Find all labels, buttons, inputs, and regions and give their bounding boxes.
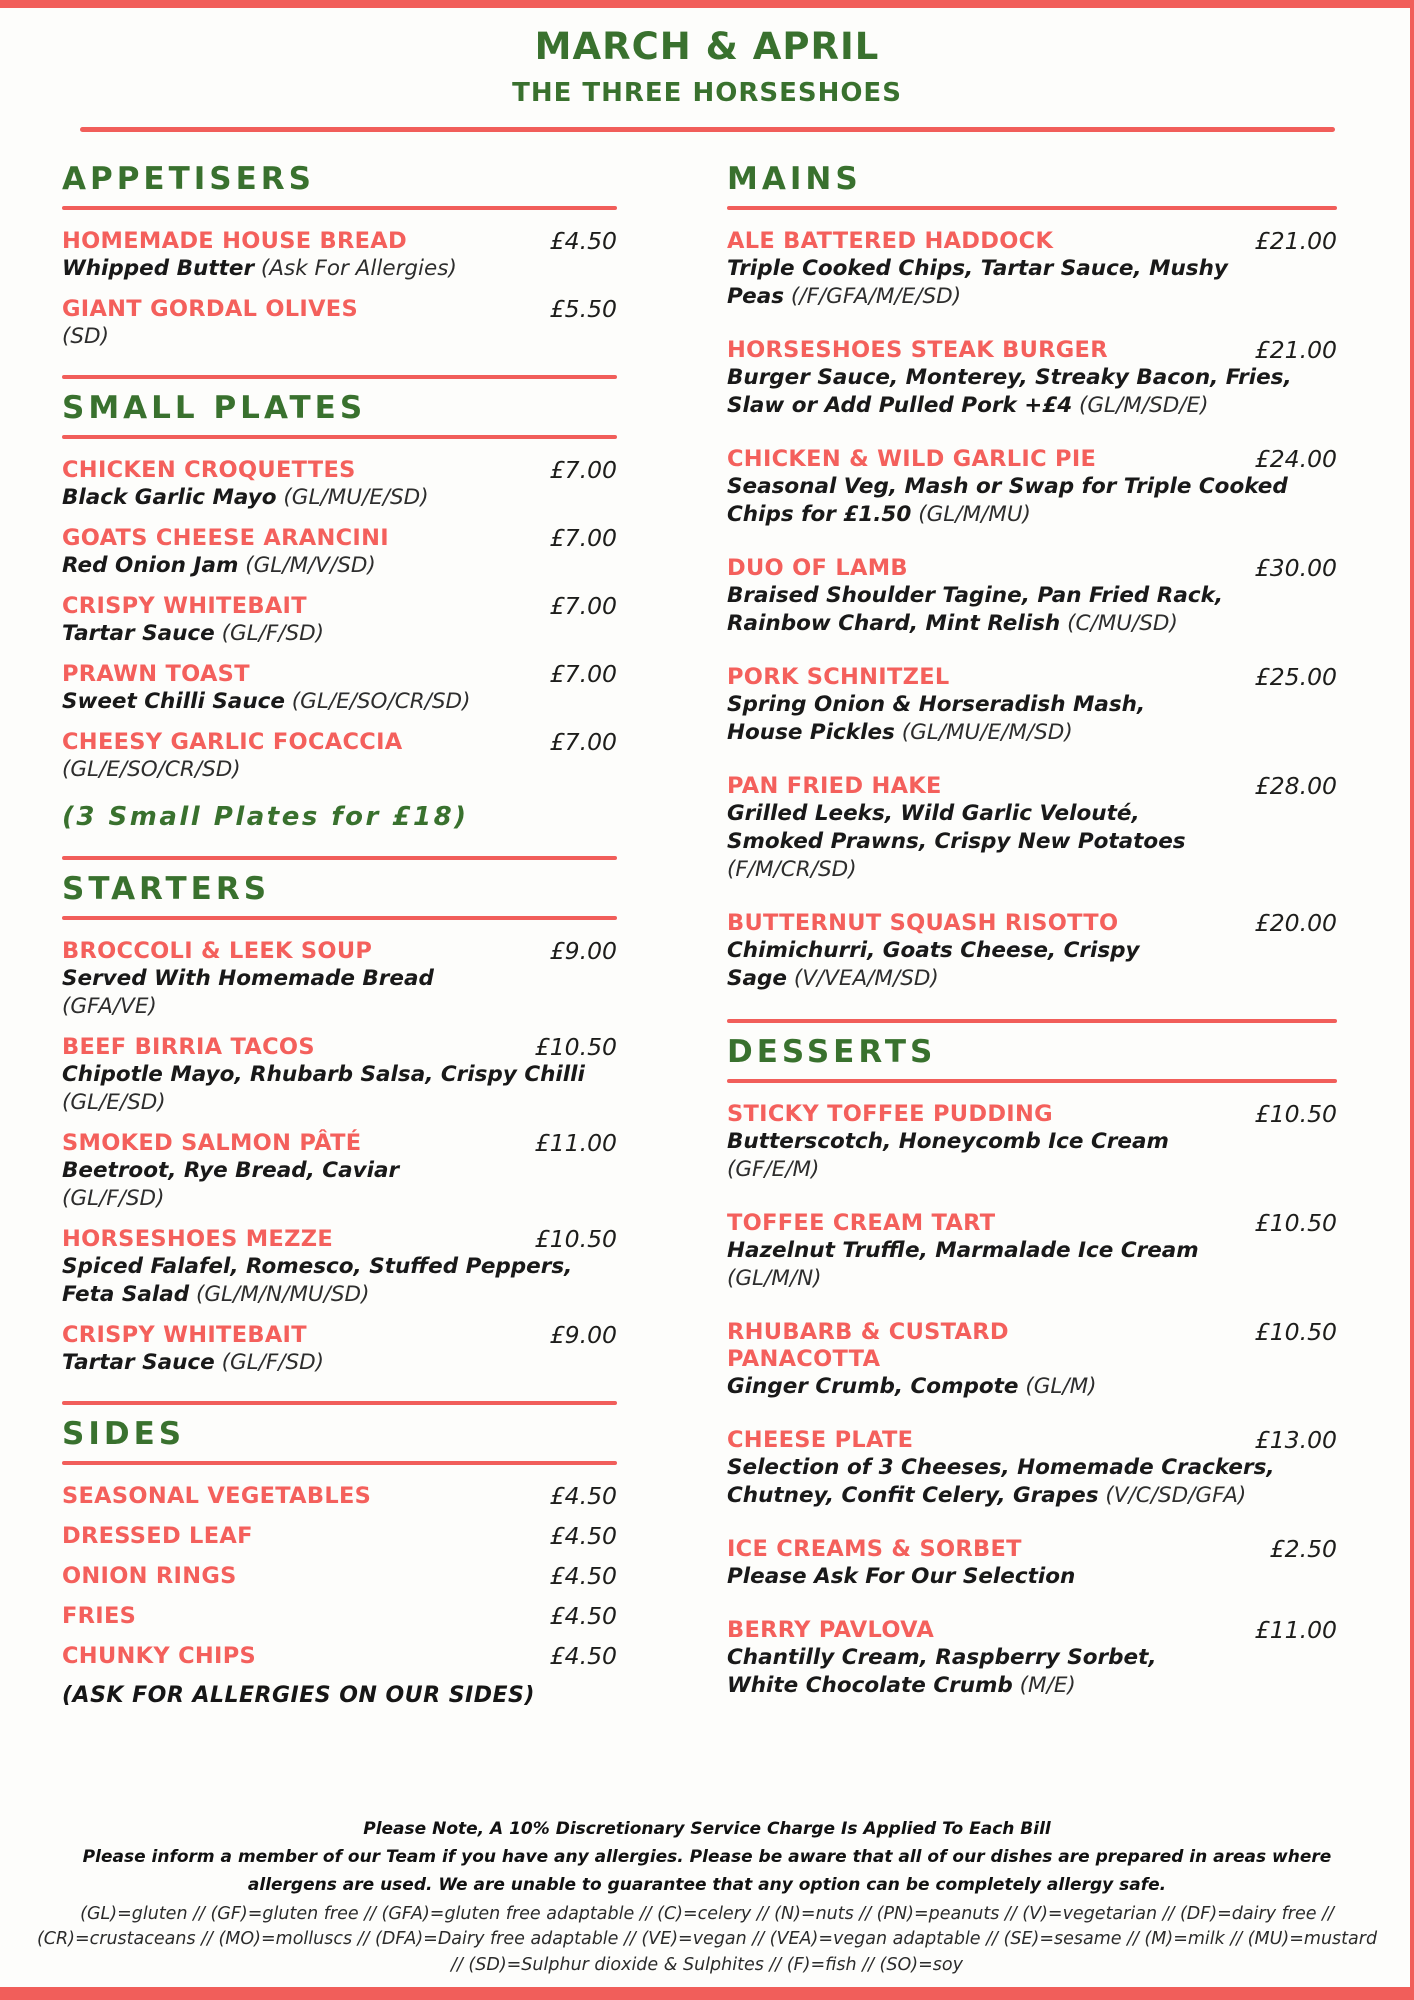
item-description-text: Slaw or Add Pulled Pork +£4 bbox=[727, 393, 1073, 419]
menu-item bbox=[727, 1427, 1337, 1510]
item-price: £10.50 bbox=[1254, 1318, 1337, 1347]
item-name: GOATS CHEESE ARANCINI bbox=[62, 525, 389, 552]
allergen-codes: (GL/M/N/MU/SD) bbox=[195, 1282, 370, 1308]
item-description bbox=[727, 828, 1337, 856]
menu-item bbox=[62, 1643, 617, 1670]
item-name: GIANT GORDAL OLIVES bbox=[62, 296, 358, 323]
item-description-text: Spiced Falafel, Romesco, Stuffed Peppers, bbox=[62, 1254, 573, 1280]
item-description-text: Chipotle Mayo, Rhubarb Salsa, Crispy Chilli bbox=[62, 1062, 585, 1088]
item-name: CHEESE PLATE bbox=[727, 1427, 914, 1454]
item-price: £10.50 bbox=[1254, 1209, 1337, 1238]
menu-item bbox=[62, 593, 617, 648]
section-rule bbox=[62, 435, 617, 439]
item-description bbox=[727, 719, 1337, 747]
item-price: £4.50 bbox=[549, 1482, 617, 1511]
item-name: RHUBARB & CUSTARD PANACOTTA bbox=[727, 1319, 1009, 1373]
allergen-key: (GL)=gluten // (GF)=gluten free // (GFA)=gluten free adaptable // (C)=celery // (N)=nuts // (PN)=peanuts // (V)=vegetarian // (DF)=dairy free // (CR)=crustaceans // (MO)=molluscs // (DFA)=Dairy free adaptable // (VE)=vegan // (VEA)=vegan adaptable // (SE)=sesame // (M)=milk // (MU)=mustard // (SD)=Sulphur dioxide & Sulphites // (F)=fish // (SO)=soy bbox=[36, 1903, 1378, 1975]
item-description-text: Red Onion Jam bbox=[62, 553, 239, 579]
service-charge-note: Please Note, A 10% Discretionary Service Charge Is Applied To Each Bill bbox=[363, 1818, 1051, 1839]
menu-item bbox=[727, 1536, 1337, 1591]
allergen-codes: (GL/MU/E/SD) bbox=[283, 485, 429, 511]
menu-item bbox=[62, 1226, 617, 1309]
item-price: £28.00 bbox=[1254, 772, 1337, 801]
item-description-text: Whipped Butter bbox=[62, 256, 255, 282]
menu-item bbox=[727, 1617, 1337, 1700]
item-description bbox=[62, 620, 617, 648]
item-description bbox=[62, 1253, 617, 1281]
item-header bbox=[727, 1617, 1337, 1644]
item-description-text: Chutney, Confit Celery, Grapes bbox=[727, 1483, 1099, 1509]
menu-item bbox=[727, 337, 1337, 420]
allergen-codes: (Ask For Allergies) bbox=[260, 256, 457, 282]
item-price: £13.00 bbox=[1254, 1426, 1337, 1455]
section-rule bbox=[62, 916, 617, 920]
item-header bbox=[727, 555, 1337, 582]
item-description bbox=[727, 1373, 1337, 1401]
item-description-text: Selection of 3 Cheeses, Homemade Crackers, bbox=[727, 1455, 1275, 1481]
item-description bbox=[62, 993, 617, 1021]
item-description-text: Chantilly Cream, Raspberry Sorbet, bbox=[727, 1645, 1157, 1671]
menu-columns bbox=[0, 132, 1414, 1726]
section-title: STARTERS bbox=[62, 871, 271, 908]
menu-section bbox=[62, 162, 617, 351]
item-price: £20.00 bbox=[1254, 909, 1337, 938]
item-header bbox=[62, 593, 617, 620]
item-price: £10.50 bbox=[534, 1225, 617, 1254]
allergen-codes: (GL/E/SO/CR/SD) bbox=[62, 757, 241, 783]
allergen-codes: (/F/GFA/M/E/SD) bbox=[790, 284, 962, 310]
item-name: CHICKEN & WILD GARLIC PIE bbox=[727, 446, 1097, 473]
allergen-codes: (GL/M/V/SD) bbox=[245, 553, 376, 579]
item-description bbox=[62, 484, 617, 512]
item-price: £30.00 bbox=[1254, 554, 1337, 583]
item-description-text: Braised Shoulder Tagine, Pan Fried Rack, bbox=[727, 583, 1224, 609]
allergen-codes: (GL/M/MU) bbox=[918, 502, 1031, 528]
item-description-text: Served With Homemade Bread bbox=[62, 966, 434, 992]
item-name: PORK SCHNITZEL bbox=[727, 664, 950, 691]
item-description-text: Beetroot, Rye Bread, Caviar bbox=[62, 1158, 400, 1184]
top-border-bar bbox=[0, 0, 1414, 8]
item-description bbox=[727, 856, 1337, 884]
menu-item bbox=[62, 1603, 617, 1630]
item-header bbox=[62, 228, 617, 255]
allergen-codes: (V/VEA/M/SD) bbox=[793, 966, 939, 992]
item-description-text: Chimichurri, Goats Cheese, Crispy bbox=[727, 938, 1140, 964]
item-description bbox=[727, 1563, 1337, 1591]
item-name: BERRY PAVLOVA bbox=[727, 1617, 935, 1644]
item-price: £2.50 bbox=[1269, 1535, 1337, 1564]
menu-item bbox=[62, 457, 617, 512]
item-description-text: Ginger Crumb, Compote bbox=[727, 1374, 1019, 1400]
item-header bbox=[62, 938, 617, 965]
item-price: £5.50 bbox=[549, 295, 617, 324]
item-price: £21.00 bbox=[1254, 336, 1337, 365]
item-name: ONION RINGS bbox=[62, 1563, 237, 1590]
menu-item bbox=[727, 910, 1337, 993]
item-description-text: Tartar Sauce bbox=[62, 621, 215, 647]
item-description-text: Sweet Chilli Sauce bbox=[62, 689, 285, 715]
menu-item bbox=[727, 664, 1337, 747]
item-description bbox=[62, 323, 617, 351]
section-title: MAINS bbox=[727, 161, 862, 198]
allergy-note: Please inform a member of our Team if you have any allergies. Please be aware that all of our dishes are prepared in areas where allergens are used. We are unable to guarantee that any option can be completely allergy safe. bbox=[82, 1846, 1332, 1895]
item-header bbox=[62, 1226, 617, 1253]
menu-item bbox=[62, 661, 617, 716]
item-description bbox=[62, 255, 617, 283]
menu-item bbox=[727, 446, 1337, 529]
item-description-text: Tartar Sauce bbox=[62, 1350, 215, 1376]
item-description bbox=[727, 965, 1337, 993]
item-price: £4.50 bbox=[549, 1642, 617, 1671]
item-header bbox=[727, 1101, 1337, 1128]
item-name: DRESSED LEAF bbox=[62, 1523, 253, 1550]
item-description bbox=[727, 255, 1337, 283]
item-description bbox=[62, 1349, 617, 1377]
allergen-codes: (GF/E/M) bbox=[727, 1157, 820, 1183]
menu-footer bbox=[0, 1815, 1414, 1978]
allergen-codes: (M/E) bbox=[1019, 1673, 1076, 1699]
combo-offer-note: (3 Small Plates for £18) bbox=[62, 802, 469, 833]
item-price: £4.50 bbox=[549, 1522, 617, 1551]
menu-item bbox=[62, 296, 617, 351]
item-description bbox=[62, 1157, 617, 1185]
menu-item bbox=[62, 1523, 617, 1550]
item-description bbox=[727, 1644, 1337, 1672]
section-rule bbox=[727, 1079, 1337, 1083]
item-header bbox=[62, 1563, 617, 1590]
allergen-codes: (GL/E/SD) bbox=[62, 1090, 166, 1116]
allergen-codes: (C/MU/SD) bbox=[1067, 611, 1178, 637]
item-price: £4.50 bbox=[549, 1602, 617, 1631]
item-description bbox=[62, 552, 617, 580]
menu-section bbox=[62, 375, 617, 832]
allergen-codes: (GL/E/SO/CR/SD) bbox=[291, 689, 471, 715]
item-price: £25.00 bbox=[1254, 663, 1337, 692]
page-title: MARCH & APRIL bbox=[534, 25, 880, 68]
menu-item bbox=[727, 1319, 1337, 1401]
item-description-text: Seasonal Veg, Mash or Swap for Triple Cooked bbox=[727, 474, 1288, 500]
item-name: TOFFEE CREAM TART bbox=[727, 1210, 996, 1237]
item-price: £9.00 bbox=[549, 1321, 617, 1350]
restaurant-name: THE THREE HORSESHOES bbox=[512, 77, 902, 108]
item-header bbox=[62, 1322, 617, 1349]
menu-item bbox=[62, 228, 617, 283]
item-description bbox=[62, 1281, 617, 1309]
item-description bbox=[727, 1156, 1337, 1184]
item-name: ICE CREAMS & SORBET bbox=[727, 1536, 1022, 1563]
item-description-text: Rainbow Chard, Mint Relish bbox=[727, 611, 1061, 637]
section-rule bbox=[727, 1019, 1337, 1023]
item-name: CRISPY WHITEBAIT bbox=[62, 593, 307, 620]
right-border-bar bbox=[1410, 0, 1414, 2000]
item-price: £4.50 bbox=[549, 1562, 617, 1591]
allergen-codes: (GL/F/SD) bbox=[221, 1350, 325, 1376]
item-header bbox=[62, 729, 617, 756]
menu-item bbox=[62, 1483, 617, 1510]
menu-item bbox=[727, 228, 1337, 311]
allergen-codes: (GL/F/SD) bbox=[62, 1186, 165, 1212]
item-price: £11.00 bbox=[534, 1129, 617, 1158]
item-price: £7.00 bbox=[549, 524, 617, 553]
item-header bbox=[62, 525, 617, 552]
menu-section bbox=[62, 1401, 617, 1708]
item-header bbox=[727, 664, 1337, 691]
item-header bbox=[62, 296, 617, 323]
item-header bbox=[62, 1643, 617, 1670]
item-description bbox=[62, 756, 617, 784]
item-header bbox=[62, 1603, 617, 1630]
item-description bbox=[62, 1185, 617, 1213]
item-header bbox=[62, 1523, 617, 1550]
item-name: ALE BATTERED HADDOCK bbox=[727, 228, 1054, 255]
item-description bbox=[727, 691, 1337, 719]
menu-header bbox=[0, 0, 1414, 132]
item-description bbox=[727, 1237, 1337, 1265]
item-description-text: Smoked Prawns, Crispy New Potatoes bbox=[727, 829, 1186, 855]
item-description-text: Triple Cooked Chips, Tartar Sauce, Mushy bbox=[727, 256, 1228, 282]
item-description-text: Grilled Leeks, Wild Garlic Velouté, bbox=[727, 801, 1140, 827]
allergen-codes: (V/C/SD/GFA) bbox=[1105, 1483, 1247, 1509]
item-header bbox=[62, 1483, 617, 1510]
section-rule bbox=[62, 206, 617, 210]
allergen-codes: (GL/M) bbox=[1025, 1374, 1097, 1400]
menu-item bbox=[62, 525, 617, 580]
item-name: HORSESHOES STEAK BURGER bbox=[727, 337, 1108, 364]
item-name: CHICKEN CROQUETTES bbox=[62, 457, 356, 484]
menu-item bbox=[727, 1210, 1337, 1293]
item-description-text: Feta Salad bbox=[62, 1282, 190, 1308]
menu-item bbox=[62, 1034, 617, 1117]
item-name: BROCCOLI & LEEK SOUP bbox=[62, 938, 373, 965]
allergen-codes: (GL/MU/E/M/SD) bbox=[901, 720, 1073, 746]
section-rule bbox=[727, 206, 1337, 210]
item-name: BEEF BIRRIA TACOS bbox=[62, 1034, 315, 1061]
item-header bbox=[727, 1427, 1337, 1454]
section-title: DESSERTS bbox=[727, 1034, 937, 1071]
item-description-text: Hazelnut Truffle, Marmalade Ice Cream bbox=[727, 1238, 1199, 1264]
item-description bbox=[727, 1128, 1337, 1156]
item-description bbox=[727, 501, 1337, 529]
menu-item bbox=[62, 1130, 617, 1213]
allergen-codes: (SD) bbox=[62, 324, 109, 350]
item-description bbox=[727, 937, 1337, 965]
item-header bbox=[727, 1319, 1337, 1373]
item-description-text: Peas bbox=[727, 284, 785, 310]
item-name: STICKY TOFFEE PUDDING bbox=[727, 1101, 1053, 1128]
section-title: APPETISERS bbox=[62, 161, 315, 198]
allergen-codes: (GL/M/SD/E) bbox=[1079, 393, 1209, 419]
menu-item bbox=[62, 1563, 617, 1590]
item-description-text: Burger Sauce, Monterey, Streaky Bacon, Fries, bbox=[727, 365, 1292, 391]
menu-section bbox=[727, 162, 1337, 993]
item-description bbox=[62, 1089, 617, 1117]
item-description-text: Please Ask For Our Selection bbox=[727, 1564, 1076, 1590]
menu-section bbox=[727, 1019, 1337, 1700]
item-price: £10.50 bbox=[1254, 1100, 1337, 1129]
left-column bbox=[62, 162, 617, 1708]
item-name: CRISPY WHITEBAIT bbox=[62, 1322, 307, 1349]
item-description-text: Chips for £1.50 bbox=[727, 502, 912, 528]
item-description-text: House Pickles bbox=[727, 720, 895, 746]
allergen-codes: (GL/F/SD) bbox=[221, 621, 325, 647]
menu-item bbox=[727, 1101, 1337, 1184]
menu-section bbox=[62, 856, 617, 1377]
item-header bbox=[62, 661, 617, 688]
item-name: DUO OF LAMB bbox=[727, 555, 908, 582]
item-description bbox=[62, 688, 617, 716]
allergen-codes: (GL/M/N) bbox=[727, 1266, 822, 1292]
section-rule bbox=[62, 856, 617, 860]
item-description-text: White Chocolate Crumb bbox=[727, 1673, 1013, 1699]
allergen-codes: (GFA/VE) bbox=[62, 994, 157, 1020]
menu-item bbox=[727, 773, 1337, 884]
menu-item bbox=[727, 555, 1337, 638]
item-name: SEASONAL VEGETABLES bbox=[62, 1483, 372, 1510]
right-column bbox=[727, 162, 1337, 1726]
item-price: £7.00 bbox=[549, 728, 617, 757]
item-description-text: Spring Onion & Horseradish Mash, bbox=[727, 692, 1146, 718]
item-description bbox=[727, 1482, 1337, 1510]
item-description-text: Sage bbox=[727, 966, 787, 992]
item-header bbox=[727, 1536, 1337, 1563]
item-header bbox=[62, 457, 617, 484]
item-header bbox=[62, 1130, 617, 1157]
item-name: FRIES bbox=[62, 1603, 137, 1630]
item-header bbox=[727, 1210, 1337, 1237]
section-title: SIDES bbox=[62, 1416, 186, 1453]
section-title: SMALL PLATES bbox=[62, 390, 367, 427]
item-description bbox=[727, 473, 1337, 501]
item-price: £10.50 bbox=[534, 1033, 617, 1062]
item-name: HORSESHOES MEZZE bbox=[62, 1226, 333, 1253]
item-description bbox=[727, 1672, 1337, 1700]
item-description bbox=[727, 392, 1337, 420]
section-rule bbox=[62, 375, 617, 379]
item-header bbox=[62, 1034, 617, 1061]
item-description bbox=[727, 283, 1337, 311]
item-name: SMOKED SALMON PÂTÉ bbox=[62, 1130, 362, 1157]
item-description bbox=[727, 1265, 1337, 1293]
section-rule bbox=[62, 1401, 617, 1405]
item-description bbox=[727, 1454, 1337, 1482]
item-description bbox=[727, 582, 1337, 610]
item-name: HOMEMADE HOUSE BREAD bbox=[62, 228, 407, 255]
item-price: £7.00 bbox=[549, 660, 617, 689]
item-description bbox=[62, 965, 617, 993]
item-price: £7.00 bbox=[549, 592, 617, 621]
bottom-border-bar bbox=[0, 1987, 1414, 2000]
item-name: PRAWN TOAST bbox=[62, 661, 250, 688]
item-header bbox=[727, 446, 1337, 473]
item-description-text: Black Garlic Mayo bbox=[62, 485, 277, 511]
item-description bbox=[727, 800, 1337, 828]
item-price: £4.50 bbox=[549, 227, 617, 256]
item-price: £11.00 bbox=[1254, 1616, 1337, 1645]
item-header bbox=[727, 773, 1337, 800]
item-price: £7.00 bbox=[549, 456, 617, 485]
menu-item bbox=[62, 938, 617, 1021]
menu-item bbox=[62, 1322, 617, 1377]
item-name: BUTTERNUT SQUASH RISOTTO bbox=[727, 910, 1119, 937]
item-name: PAN FRIED HAKE bbox=[727, 773, 942, 800]
item-price: £24.00 bbox=[1254, 445, 1337, 474]
section-rule bbox=[62, 1461, 617, 1465]
menu-item bbox=[62, 729, 617, 784]
item-price: £9.00 bbox=[549, 937, 617, 966]
item-description bbox=[727, 364, 1337, 392]
item-description bbox=[62, 1061, 617, 1089]
item-header bbox=[727, 228, 1337, 255]
item-name: CHUNKY CHIPS bbox=[62, 1643, 257, 1670]
item-name: CHEESY GARLIC FOCACCIA bbox=[62, 729, 403, 756]
item-header bbox=[727, 910, 1337, 937]
item-description-text: Butterscotch, Honeycomb Ice Cream bbox=[727, 1129, 1169, 1155]
allergen-codes: (F/M/CR/SD) bbox=[727, 857, 857, 883]
item-header bbox=[727, 337, 1337, 364]
item-price: £21.00 bbox=[1254, 227, 1337, 256]
item-description bbox=[727, 610, 1337, 638]
sides-allergy-note: (ASK FOR ALLERGIES ON OUR SIDES) bbox=[62, 1683, 535, 1709]
